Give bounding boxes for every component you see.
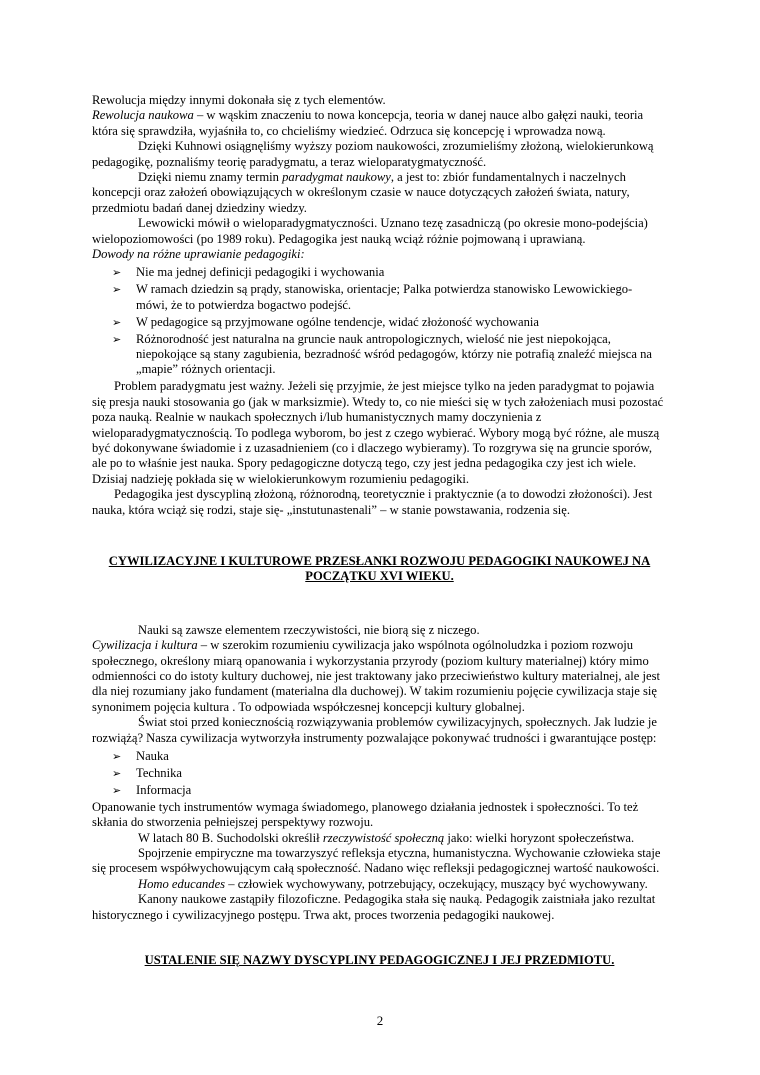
page-number: 2 xyxy=(376,1013,384,1028)
paragraph: Lewowicki mówił o wieloparadygmatyczności. Uznano tezę zasadniczą (po okresie mono-podejścia) wielopoziomowości (po 1989 roku). Pedagogika jest nauką wciąż różnie pojmowaną i uprawianą. xyxy=(92,216,648,246)
list-item-text: W pedagogice są przyjmowane ogólne tendencje, widać złożoność wychowania xyxy=(136,314,539,329)
list-item xyxy=(92,749,667,764)
paragraph: Rewolucja między innymi dokonała się z tych elementów. xyxy=(92,93,386,107)
text: W latach 80 B. Suchodolski określił xyxy=(138,830,323,845)
list-item-text: Nie ma jednej definicji pedagogiki i wychowania xyxy=(136,265,385,280)
arrowhead-icon: ➢ xyxy=(112,266,122,280)
term: Rewolucja naukowa xyxy=(92,108,194,123)
page-content xyxy=(92,93,667,968)
paragraph xyxy=(92,831,667,846)
section-heading: USTALENIE SIĘ NAZWY DYSCYPLINY PEDAGOGICZNEJ I JEJ PRZEDMIOTU. xyxy=(144,953,615,967)
list-heading xyxy=(92,247,667,262)
arrowhead-icon: ➢ xyxy=(112,315,122,329)
arrowhead-icon: ➢ xyxy=(112,332,122,346)
list-item xyxy=(92,783,667,798)
term: paradygmat naukowy xyxy=(282,170,391,185)
spacer xyxy=(92,585,667,623)
text: – w szerokim rozumieniu cywilizacja jako wspólnota ogólnoludzka i poziom rozwoju społecznego, określony miarą opanowania i wykorzystania przyrody (poziom kultury materialnej) który mimo odmienności co do istoty kultury duchowej, nie jest traktowany jako przeciwieństwo kultury materialnej, ale jest dla niej rozumiany jako fundament (materialna dla duchowej). W takim rozumieniu pojęcie cywilizacja staje się synonimem pojęcia kultura . To odpowiada współczesnej koncepcji kultury globalnej. xyxy=(92,638,660,714)
list-item-text: Nauka xyxy=(136,749,169,764)
paragraph: Opanowanie tych instrumentów wymaga świadomego, planowego działania jednostek i społeczności. To też skłania do stworzenia pełniejszej perspektywy rozwoju. xyxy=(92,799,639,830)
term: Dowody na różne uprawianie pedagogiki: xyxy=(92,247,305,262)
bullet-list xyxy=(92,265,667,377)
paragraph: Dzięki Kuhnowi osiągnęliśmy wyższy poziom naukowości, zrozumieliśmy złożoną, wielokierunkową pedagogikę, poznaliśmy teorię paradygmatu, a teraz wieloparatygmatyczność. xyxy=(92,139,654,169)
list-item xyxy=(92,265,667,280)
paragraph: Spojrzenie empiryczne ma towarzyszyć refleksja etyczna, humanistyczna. Wychowanie człowieka staje się procesem współwychowującym całą społeczność. Nadano więc refleksji pedagogicznej wartość naukowości. xyxy=(92,845,661,876)
term: Cywilizacja i kultura xyxy=(92,638,198,653)
bullet-list xyxy=(92,749,667,798)
text: Dzięki niemu znamy termin xyxy=(138,170,283,185)
spacer xyxy=(92,923,667,953)
paragraph xyxy=(92,170,667,216)
paragraph: Nauki są zawsze elementem rzeczywistości, nie biorą się z niczego. xyxy=(138,622,480,637)
arrowhead-icon: ➢ xyxy=(112,283,122,297)
paragraph: Pedagogika jest dyscypliną złożoną, różnorodną, teoretycznie i praktycznie (a to dowodzi złożoności). Jest nauka, która wciąż się rodzi, staje się- „instutunastenali” – w stanie powstawania, rodzenia się. xyxy=(92,487,653,517)
spacer xyxy=(92,518,667,554)
paragraph: Problem paradygmatu jest ważny. Jeżeli się przyjmie, że jest miejsce tylko na jeden paradygmat to pojawia się presja nauki stosowania go (jak w marksizmie). Wtedy to, co nie mieści się w tych założeniach musi pozostać poza nauką. Realnie w naukach społecznych i/lub humanistycznych mamy doczynienia z wieloparadygmatycznością. To podlega wyborom, bo jest z czego wybierać. Wybory mogą być różne, ale muszą być dokonywane świadomie i z uzasadnieniem (co i dlaczego wybieramy). To rozgrywa się na gruncie sporów, ale po to właśnie jest nauka. Spory pedagogiczne dotyczą tego, czy jest jedna pedagogika czy jest ich wiele. Dzisiaj nadzieję pokłada się w wielokierunkowym rozumieniu pedagogiki. xyxy=(92,379,664,486)
text: – człowiek wychowywany, potrzebujący, oczekujący, muszący być wychowywany. xyxy=(225,876,648,891)
list-item-text: W ramach dziedzin są prądy, stanowiska, orientacje; Palka potwierdza stanowisko Lewowickiego- mówi, że to potwierdza bogactwo podejść. xyxy=(136,282,633,312)
list-item xyxy=(92,315,667,330)
paragraph: Kanony naukowe zastąpiły filozoficzne. Pedagogika stała się nauką. Pedagogik zaistniała jako rezultat historycznego i cywilizacyjnego postępu. Trwa akt, proces tworzenia pedagogiki naukowej. xyxy=(92,892,656,922)
arrowhead-icon: ➢ xyxy=(112,783,122,797)
list-item-text: Informacja xyxy=(136,782,192,797)
arrowhead-icon: ➢ xyxy=(112,766,122,780)
list-item xyxy=(92,282,667,313)
term: rzeczywistość społeczną xyxy=(322,830,445,845)
paragraph: Świat stoi przed koniecznością rozwiązywania problemów cywilizacyjnych, społecznych. Jak ludzie je rozwiążą? Nasza cywilizacja wytworzyła instrumenty pozwalające pokonywać trudności i gwarantujące postęp: xyxy=(92,715,657,745)
list-item xyxy=(92,332,667,378)
paragraph xyxy=(92,638,667,715)
text: jako: wielki horyzont społeczeństwa. xyxy=(444,830,635,845)
arrowhead-icon: ➢ xyxy=(112,750,122,764)
list-item-text: Technika xyxy=(136,765,182,780)
section-heading: CYWILIZACYJNE I KULTUROWE PRZESŁANKI ROZWOJU PEDAGOGIKI NAUKOWEJ NA POCZĄTKU XVI WIEKU. xyxy=(108,553,651,584)
list-item xyxy=(92,766,667,781)
text: – w wąskim znaczeniu to nowa koncepcja, teoria w danej nauce albo gałęzi nauki, teoria która się sprawdziła, wyjaśniła to, co chcieliśmy wiedzieć. Odrzuca się koncepcję i wprowadza nową. xyxy=(92,108,644,138)
term: Homo educandes xyxy=(138,876,226,891)
text: , a jest to: zbiór fundamentalnych i naczelnych koncepcji oraz założeń obowiązujących w określonym czasie w nauce dotyczących założeń świata, natury, przedmiotu badań danej dziedziny wiedzy. xyxy=(92,170,630,215)
paragraph xyxy=(92,108,667,139)
paragraph xyxy=(92,877,667,892)
list-item-text: Różnorodność jest naturalna na gruncie nauk antropologicznych, wielość nie jest niepokojąca, niepokojące są stany zagubienia, bezradność wśród pedagogów, którzy nie potrafią znaleźć miejsca na „mapie” różnych orientacji. xyxy=(136,331,653,377)
